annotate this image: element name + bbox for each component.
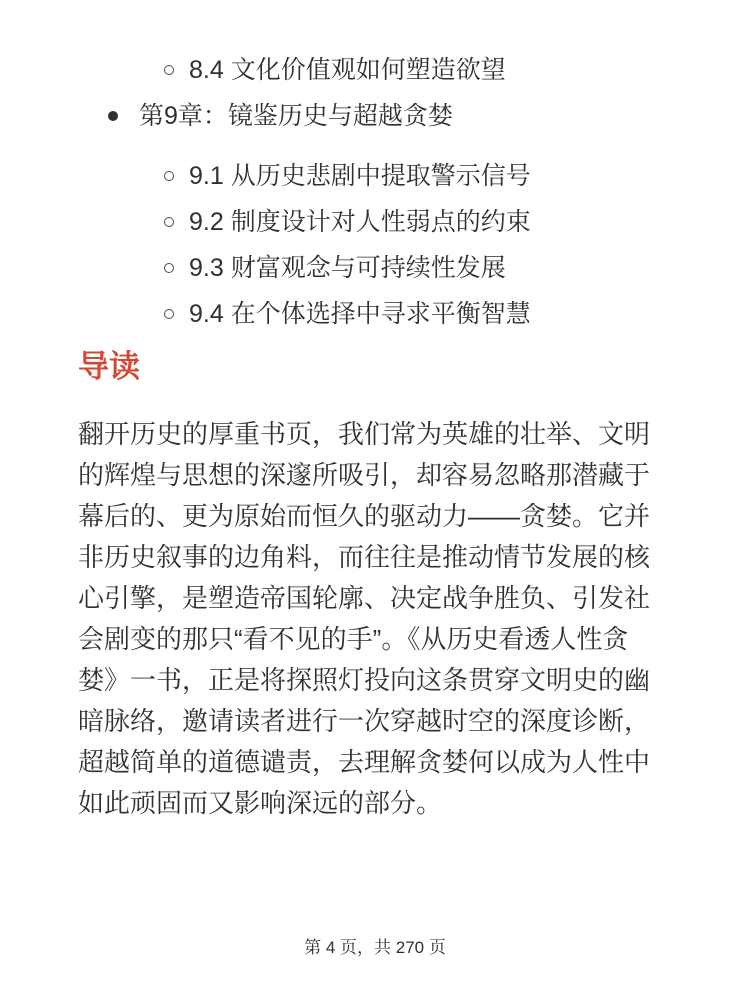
- toc-item-label: 8.4 文化价值观如何塑造欲望: [189, 56, 506, 84]
- section-heading-daodu: 导读: [78, 349, 140, 384]
- toc-item-label: 9.4 在个体选择中寻求平衡智慧: [189, 300, 531, 328]
- toc-sub-item: [78, 206, 664, 238]
- toc-sub-item: [78, 298, 664, 330]
- circle-bullet-icon: [164, 65, 174, 75]
- table-of-contents: [78, 54, 664, 330]
- toc-sub-item: [78, 54, 664, 86]
- toc-sub-item: [78, 160, 664, 192]
- toc-item-label: 9.2 制度设计对人性弱点的约束: [189, 208, 531, 236]
- circle-bullet-icon: [164, 309, 174, 319]
- toc-sub-item: [78, 252, 664, 284]
- intro-paragraph: 翻开历史的厚重书页，我们常为英雄的壮举、文明的辉煌与思想的深邃所吸引，却容易忽略那潜藏于幕后的、更为原始而恒久的驱动力——贪婪。它并非历史叙事的边角料，而往往是推动情节发展的核心引擎，是塑造帝国轮廓、决定战争胜负、引发社会剧变的那只“看不见的手”。《从历史看透人性贪婪》一书，正是将探照灯投向这条贯穿文明史的幽暗脉络，邀请读者进行一次穿越时空的深度诊断，超越简单的道德谴责，去理解贪婪何以成为人性中如此顽固而又影响深远的部分。: [78, 419, 651, 818]
- circle-bullet-icon: [164, 171, 174, 181]
- disc-bullet-icon: [108, 111, 118, 121]
- toc-chapter-item: [78, 100, 664, 132]
- circle-bullet-icon: [164, 217, 174, 227]
- page-number-footer: 第 4 页，共 270 页: [304, 938, 446, 957]
- toc-item-label: 9.3 财富观念与可持续性发展: [189, 254, 506, 282]
- circle-bullet-icon: [164, 263, 174, 273]
- toc-item-label: 9.1 从历史悲剧中提取警示信号: [189, 162, 531, 190]
- toc-item-label: 第9章：镜鉴历史与超越贪婪: [139, 102, 453, 130]
